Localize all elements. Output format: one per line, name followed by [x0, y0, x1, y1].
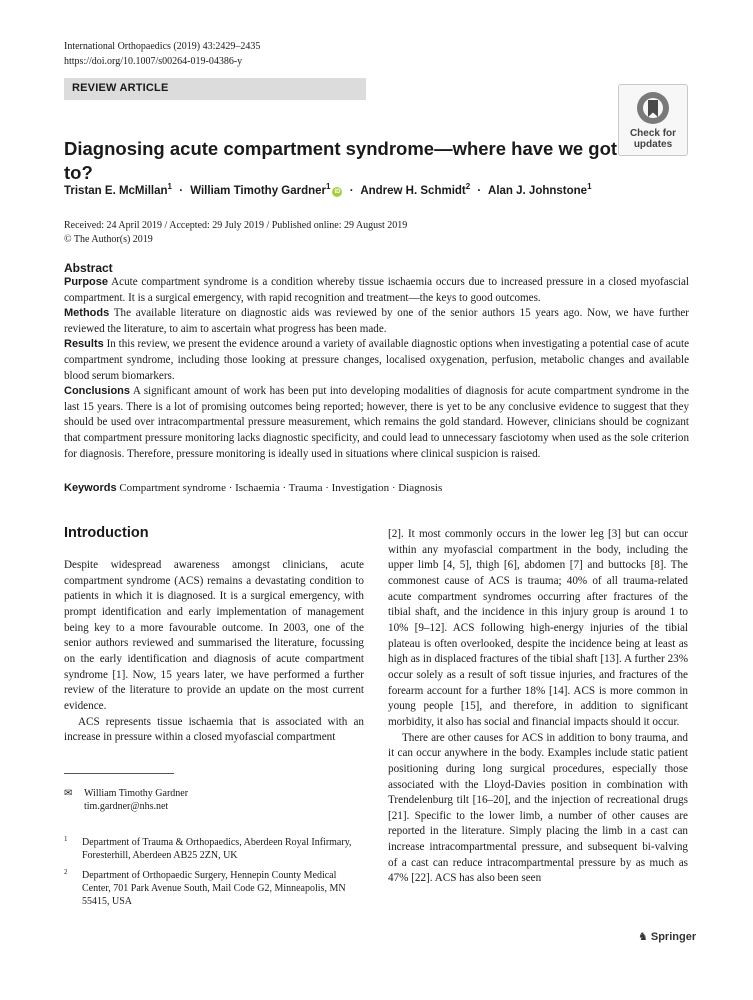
author-separator: · [477, 184, 482, 197]
author-affiliation: 1 [587, 182, 592, 191]
abstract-methods [64, 306, 689, 337]
author-list [64, 179, 704, 199]
journal-citation: International Orthopaedics (2019) 43:2429–2435 [64, 41, 261, 52]
author-affiliation: 1 [326, 182, 331, 191]
author-affiliation: 2 [465, 182, 471, 191]
footnote-divider [64, 773, 174, 774]
affiliation-text: Department of Orthopaedic Surgery, Hennepin County Medical Center, 701 Park Avenue South, Mail Code G2, Minneapolis, MN 55415, USA [82, 870, 346, 907]
author-affiliation: 1 [167, 182, 172, 191]
paragraph: [2]. It most commonly occurs in the lower leg [3] but can occur within any myofascial compartment in the body, including the upper limb [4, 5], thigh [6], abdomen [7] and buttocks [8]. The commonest cause of ACS is trauma; 40% of all trauma-related acute compartment syndromes occurring after fractures of the tibial shaft, and the incidence in this injury group is around 1 to 10% [9–12]. ACS following high-energy injuries of the tibial plateau is often overlooked, despite the incidence being at least as high as in displaced fractures of the tibial shaft [13]. A further 23% occur solely as a result of soft tissue injuries, and fractures of the forearm account for a further 18% [14]. ACS is more common in young people [15], and therefore, in addition to significant morbidity, it also has social and financial impacts should it occur. [388, 528, 688, 728]
article-type-label: REVIEW ARTICLE [72, 82, 169, 94]
author-name[interactable]: William Timothy Gardner [190, 184, 327, 197]
purpose-label: Purpose [64, 276, 109, 288]
abstract-purpose [64, 275, 689, 306]
publisher-logo [638, 930, 696, 943]
conclusions-text: A significant amount of work has been put into developing modalities of diagnosis for acute compartment syndrome in the last 15 years. There is a lot of promising outcomes being reported; however, there is yet to be any conclusive evidence to suggest that they should be used over intracompartmental pressure measurement, which remains the gold standard. However, clinicians should be cognizant that compartment pressure monitoring lacks diagnostic specificity, and could lead to unnecessary fasciotomy when used as the sole criterion for diagnosis. Therefore, pressure monitoring is ideally used in situations where clinical suspicion is raised. [64, 385, 690, 460]
envelope-icon: ✉ [64, 788, 73, 799]
purpose-text: Acute compartment syndrome is a condition whereby tissue ischaemia occurs due to increased pressure in a closed myofascial compartment. It is a surgical emergency, with rapid recognition and treatment—the keys to good outcomes. [64, 276, 689, 304]
author-separator: · [349, 184, 354, 197]
author-name[interactable]: Andrew H. Schmidt [360, 184, 466, 197]
copyright-notice: © The Author(s) 2019 [64, 234, 153, 245]
methods-label: Methods [64, 307, 110, 320]
paragraph: There are other causes for ACS in addition to bony trauma, and it can occur anywhere in the body. Examples include static patient positioning during long surgical procedures, especially those associated with the Lloyd-Davies position in combination with Trendelenburg tilt [16–20], and the injection of recreational drugs [21]. Specific to the lower limb, a number of other causes are reported in the literature. Simply placing the limb in a cast can increase intracompartmental pressure, and subsequent bi-valving of a cast can reduce intracompartmental pressure by as much as 47% [22]. ACS has also been seen [388, 731, 688, 885]
abstract-heading: Abstract [64, 261, 113, 275]
keywords-line [64, 481, 704, 496]
right-column [388, 527, 688, 887]
bookmark-icon [636, 91, 670, 125]
badge-line-1: Check for [629, 128, 677, 139]
badge-line-2: updates [633, 139, 673, 150]
left-column [64, 558, 364, 746]
publication-dates: Received: 24 April 2019 / Accepted: 29 July 2019 / Published online: 29 August 2019 [64, 220, 408, 231]
affiliation-text: Department of Trauma & Orthopaedics, Aberdeen Royal Infirmary, Foresterhill, Aberdeen AB25 2ZN, UK [82, 837, 352, 861]
keywords-label: Keywords [64, 482, 117, 494]
correspondence-name: William Timothy Gardner [84, 788, 189, 799]
doi-link[interactable]: https://doi.org/10.1007/s00264-019-04386-y [64, 56, 243, 67]
author-name[interactable]: Alan J. Johnstone [488, 184, 588, 197]
article-title: Diagnosing acute compartment syndrome—where have we got to? [64, 138, 618, 183]
check-for-updates-badge[interactable] [618, 84, 688, 156]
results-text: In this review, we present the evidence around a variety of available diagnostic options when investigating a potential case of acute compartment syndrome, including those looking at pressure changes, localised oxygenation, perfusion, metabolic changes and available blood serum biomarkers. [64, 338, 689, 382]
affiliation-number: 2 [64, 868, 68, 876]
springer-horse-icon: ♞ [638, 931, 648, 943]
abstract-results [64, 337, 689, 384]
paragraph: ACS represents tissue ischaemia that is associated with an increase in pressure within a closed myofascial compartment [64, 715, 364, 744]
results-label: Results [64, 338, 104, 351]
author-name[interactable]: Tristan E. McMillan [64, 184, 168, 197]
author-separator: · [179, 184, 184, 197]
orcid-icon[interactable]: iD [334, 188, 341, 195]
correspondence-email[interactable]: tim.gardner@nhs.net [84, 801, 169, 812]
abstract-conclusions [64, 384, 689, 462]
affiliation-number: 1 [64, 835, 68, 843]
conclusions-label: Conclusions [64, 385, 131, 398]
keywords-text: Compartment syndrome · Ischaemia · Trauma · Investigation · Diagnosis [119, 482, 443, 494]
abstract-body [64, 275, 689, 462]
section-heading-introduction: Introduction [64, 525, 149, 541]
methods-text: The available literature on diagnostic aids was reviewed by one of the senior authors 15 years ago. Now, we have further reviewed the literature, to aim to ascertain what progress has been made. [64, 307, 689, 335]
paragraph: Despite widespread awareness amongst clinicians, acute compartment syndrome (ACS) remains a devastating condition to patients in which it is diagnosed. It is a surgical emergency, with prompt identification and early implementation of management being key to a more favourable outcome. In 2003, one of the senior authors reviewed and summarised the literature, focussing on the early identification and diagnosis of acute compartment syndrome [1]. Now, 15 years later, we have performed a further review of the literature to provide an update on the most current evidence. [64, 559, 364, 712]
correspondence-block [64, 787, 364, 813]
affiliation-2 [64, 869, 364, 908]
publisher-name: Springer [650, 931, 697, 943]
affiliation-1 [64, 836, 364, 862]
